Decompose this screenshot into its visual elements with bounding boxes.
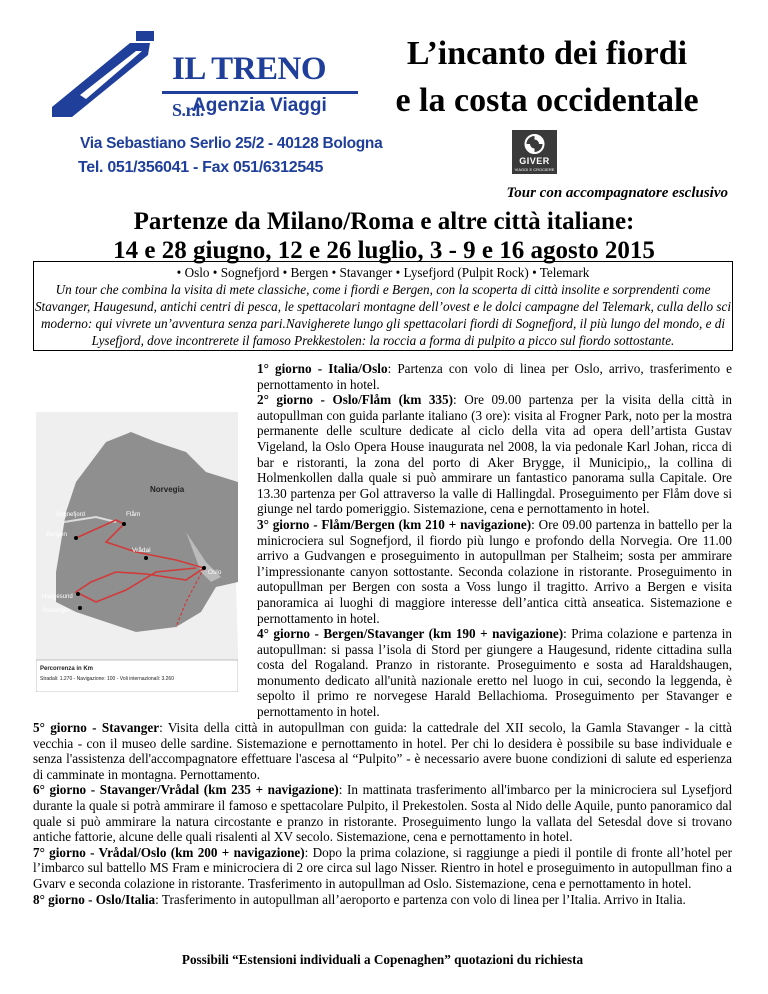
route-summary: • Oslo • Sognefjord • Bergen • Stavanger • Lysefjord (Pulpit Rock) • Telemark: [176, 265, 590, 280]
intro-text: Un tour che combina la visita di mete classiche, come i fiordi e Bergen, con la scoperta di città insolite e sorprendenti come Stavanger, Haugesund, antichi centri di pesca, le spettacolari montagne dell’ovest e le dolci campagne del Telemark, culla dello sci moderno: qui vivrete un’avventura senza pari.Navigherete lungo gli spettacolari fiordi di Sognefjord, il più lungo del mondo, e di Lysefjord, dove incontrerete il famoso Prekkestolen: la roccia a forma di pulpito a picco sul fiordo sottostante.: [34, 282, 732, 348]
day-4: 4° giorno - Bergen/Stavanger (km 190 + navigazione): Prima colazione e partenza in autopullman: si passa l’isola di Stord per giungere a Haugesund, ridente cittadina sulla costa del Rogaland. Pranzo in ristorante. Proseguimento e sosta ad Haraldshaugen, monumento dedicato all'unità nazionale eretto nel luogo in cui, secondo la leggenda, è sepolto il primo re norvegese Harald Bellachioma. Proseguimento per Stavanger e pernottamento in hotel.: [257, 626, 732, 720]
itinerary-right-column: [257, 361, 732, 720]
footer-note: Possibili “Estensioni individuali a Copenaghen” quotazioni du richiesta: [181, 952, 584, 967]
day-2: 2° giorno - Oslo/Flåm (km 335): Ore 09.00 partenza per la visita della città in autopullman con guida parlante italiano (3 ore): visita al Frogner Park, noto per la mostra permanente delle sculture dedicate al ciclo della vita ad opera dell’artista Gustav Vigeland, la Oslo Opera House inaugurata nel 2008, la via pedonale Karl Johan, ricca di bar e ristoranti, la zona del porto di Aker Brygge, il Municipio,, la collina di Holmenkollen dalla quale si può ammirare un fantastico panorama sulla Capitale. Ore 13.30 partenza per Gol attraverso la valle di Hallingdal. Proseguimento per Flåm dove si giunge nel tardo pomeriggio. Sistemazione, cena e pernottamento in hotel.: [257, 392, 732, 517]
day-6: 6° giorno - Stavanger/Vrådal (km 235 + navigazione): In mattinata trasferimento all'imbarco per la minicrociera sul Lysefjord durante la quale si potrà ammirare il famoso e spettacolare Pulpito, il Prekestolen. Sosta al Nido delle Aquile, punto panoramico dal quale si può ammirare la natura circostante e pranzo in ristorante. Proseguimento lungo la vallata del Setesdal dove si trovano antiche fattorie, alcune delle quali risalenti al XV secolo. Sistemazione, cena e pernottamento in hotel.: [33, 782, 732, 845]
map-label-sognefjord: Sognefjord: [56, 512, 86, 518]
map-label-haugesund: Haugesund: [42, 594, 73, 600]
map-label-vradal: Vrådal: [132, 547, 151, 554]
day-5: 5° giorno - Stavanger: Visita della città in autopullman con guida: la cattedrale del XII secolo, la Gamla Stavanger - la città vecchia - con il museo delle sardine. Sistemazione e pernottamento in hotel. Per chi lo desidera è possibile su base individuale e senza l'assistenza dell'accompagnatore effettuare l'ascesa al “Pulpito” - è necessario avere buone condizioni di salute ed esperienza di camminate in montagna. Pernottamento.: [33, 720, 732, 782]
agency-phones: Tel. 051/356041 - Fax 051/6312545: [78, 159, 324, 176]
agency-logo: [40, 25, 383, 187]
map-label-oslo: Oslo: [208, 569, 222, 576]
day-3: 3° giorno - Flåm/Bergen (km 210 + navigazione): Ore 09.00 partenza in battello per la minicrociera sul Sognefjord, il fiordo più lungo e profondo della Norvegia. Ore 11.00 arrivo a Gudvangen e proseguimento in autopullman per Stalheim; sosta per ammirare l’impressionante canyon sottostante. Seconda colazione in ristorante. Proseguimento in autopullman per Bergen con sosta a Voss lungo il tragitto. Arrivo a Bergen e visita panoramica ai luoghi di maggiore interesse dell’antica città anseatica. Sistemazione e pernottamento in hotel.: [257, 516, 732, 626]
page-title: L’incanto dei fiordi e la costa occidentale: [395, 35, 699, 119]
agency-address: Via Sebastiano Serlio 25/2 - 40128 Bologna: [80, 135, 383, 152]
tour-note: Tour con accompagnatore esclusivo: [506, 185, 728, 201]
departures-heading: Partenze da Milano/Roma e altre città italiane:: [133, 208, 635, 235]
map-label-bergen: Bergen: [46, 531, 67, 538]
route-map: [36, 412, 238, 692]
map-legend-text: Stradali: 1.270 - Navigazione: 100 - Voli internazionali: 3.260: [40, 676, 174, 682]
map-label-flam: Flåm: [126, 511, 141, 518]
departures-dates: 14 e 28 giugno, 12 e 26 luglio, 3 - 9 e 16 agosto 2015: [113, 237, 655, 264]
map-legend-title: Percorrenza in Km: [40, 666, 94, 672]
brand-name: IL TRENO S.r.l.: [172, 51, 327, 120]
map-label-stavanger: Stavanger: [42, 608, 70, 614]
giver-logo: GIVER VIAGGI E CROCIERE: [512, 130, 557, 174]
day-7: 7° giorno - Vrådal/Oslo (km 200 + navigazione): Dopo la prima colazione, si raggiunge a piedi il pontile di fronte all’hotel per l’imbarco sul battello MS Fram e minicrociera di 2 ore circa sul lago Nisser. Rientro in hotel e proseguimento in autopullman fino a Gvarv e seconda colazione in ristorante. Trasferimento in autopullman ad Oslo. Sistemazione, cena e pernottamento in hotel.: [33, 844, 733, 891]
map-country-label: Norvegia: [150, 485, 185, 494]
itinerary-full-width: [33, 720, 732, 907]
day-8: 8° giorno - Oslo/Italia: Trasferimento in autopullman all’aeroporto e partenza con volo di linea per l’Italia. Arrivo in Italia.: [33, 891, 686, 907]
norway-map-graphic: [36, 412, 238, 692]
giver-swirl-icon: [512, 130, 557, 156]
intro-box: [33, 261, 733, 351]
day-1: 1° giorno - Italia/Oslo: Partenza con volo di linea per Oslo, arrivo, trasferimento e pernottamento in hotel.: [257, 361, 733, 392]
agency-subtitle: Agenzia Viaggi: [192, 95, 327, 116]
